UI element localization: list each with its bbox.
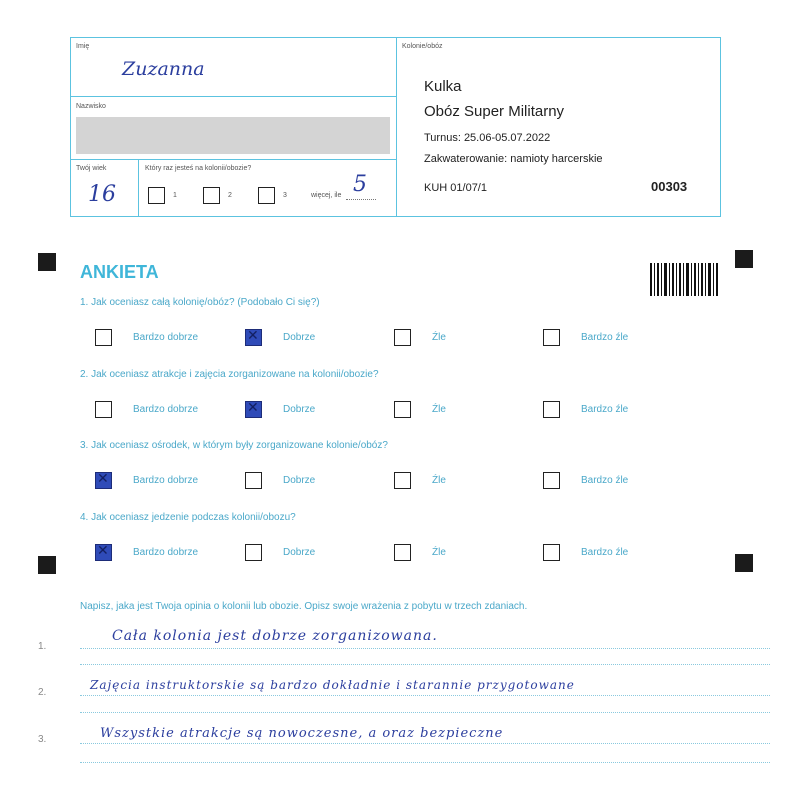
- age-divider: [138, 159, 139, 217]
- opinion-dotted-line: [80, 648, 770, 649]
- q2-option-bad-label: Źle: [432, 404, 446, 415]
- redacted-surname: [76, 117, 390, 154]
- form-number: 00303: [651, 179, 688, 194]
- times-checkbox-1[interactable]: [148, 187, 165, 204]
- q1-option-good-label: Dobrze: [283, 332, 316, 343]
- q2-option-bad-checkbox[interactable]: [394, 401, 411, 418]
- age-label: Twój wiek: [76, 165, 107, 172]
- times-checkbox-3[interactable]: [258, 187, 275, 204]
- q3-option-very-bad-checkbox[interactable]: [543, 472, 560, 489]
- q1-option-very-good-label: Bardzo dobrze: [133, 332, 199, 343]
- question-4: 4. Jak oceniasz jedzenie podczas kolonii/obozu?: [80, 512, 296, 523]
- q4-option-bad-label: Źle: [432, 547, 446, 558]
- q3-option-very-bad-label: Bardzo źle: [581, 475, 629, 486]
- q3-option-bad-label: Źle: [432, 475, 446, 486]
- opinion-dotted-line: [80, 664, 770, 665]
- registration-mark: [38, 556, 56, 574]
- q1-option-very-good-checkbox[interactable]: [95, 329, 112, 346]
- accommodation: Zakwaterowanie: namioty harcerskie: [424, 153, 603, 165]
- registration-mark: [735, 250, 753, 268]
- name-value: Zuzanna: [122, 58, 205, 80]
- q3-option-good-label: Dobrze: [283, 475, 316, 486]
- q4-option-good-label: Dobrze: [283, 547, 316, 558]
- q1-option-very-bad-checkbox[interactable]: [543, 329, 560, 346]
- q4-option-good-checkbox[interactable]: [245, 544, 262, 561]
- camp-title: Obóz Super Militarny: [424, 103, 565, 120]
- opinion-line-number: 2.: [38, 687, 47, 698]
- opinion-dotted-line: [80, 743, 770, 744]
- times-more-line: [346, 199, 376, 200]
- q3-option-very-good-label: Bardzo dobrze: [133, 475, 199, 486]
- times-checkbox-2[interactable]: [203, 187, 220, 204]
- header-row-divider: [70, 159, 396, 160]
- survey-title: ANKIETA: [80, 262, 159, 282]
- times-option-1: 1: [173, 192, 177, 199]
- q4-option-very-bad-checkbox[interactable]: [543, 544, 560, 561]
- opinion-dotted-line: [80, 762, 770, 763]
- surname-label: Nazwisko: [76, 103, 106, 110]
- registration-mark: [38, 253, 56, 271]
- turnus: Turnus: 25.06-05.07.2022: [424, 132, 551, 144]
- question-2: 2. Jak oceniasz atrakcje i zajęcia zorganizowane na kolonii/obozie?: [80, 369, 379, 380]
- q3-option-bad-checkbox[interactable]: [394, 472, 411, 489]
- question-3: 3. Jak oceniasz ośrodek, w którym były zorganizowane kolonie/obóz?: [80, 440, 388, 451]
- opinion-dotted-line: [80, 695, 770, 696]
- q1-option-very-bad-label: Bardzo źle: [581, 332, 629, 343]
- camp-code: KUH 01/07/1: [424, 182, 487, 194]
- q4-option-bad-checkbox[interactable]: [394, 544, 411, 561]
- camp-name: Kulka: [424, 78, 462, 95]
- opinion-line-number: 3.: [38, 734, 47, 745]
- q2-option-good-label: Dobrze: [283, 404, 316, 415]
- q1-option-bad-label: Źle: [432, 332, 446, 343]
- q2-option-very-good-checkbox[interactable]: [95, 401, 112, 418]
- opinion-line-2[interactable]: Zajęcia instruktorskie są bardzo dokładnie i starannie przygotowane: [90, 678, 575, 692]
- header-divider: [396, 37, 397, 217]
- times-more-value: 5: [353, 172, 367, 197]
- age-value: 16: [88, 182, 116, 207]
- opinion-line-number: 1.: [38, 641, 47, 652]
- q4-option-very-good-checkbox[interactable]: [95, 544, 112, 561]
- times-more-label: więcej, ile: [311, 192, 342, 199]
- q1-option-bad-checkbox[interactable]: [394, 329, 411, 346]
- opinion-dotted-line: [80, 712, 770, 713]
- q4-option-very-bad-label: Bardzo źle: [581, 547, 629, 558]
- q1-option-good-checkbox[interactable]: [245, 329, 262, 346]
- q3-option-good-checkbox[interactable]: [245, 472, 262, 489]
- question-1: 1. Jak oceniasz całą kolonię/obóz? (Podobało Ci się?): [80, 297, 320, 308]
- header-row-divider: [70, 96, 396, 97]
- q2-option-very-bad-checkbox[interactable]: [543, 401, 560, 418]
- q2-option-good-checkbox[interactable]: [245, 401, 262, 418]
- barcode: [650, 263, 718, 296]
- q4-option-very-good-label: Bardzo dobrze: [133, 547, 199, 558]
- opinion-prompt: Napisz, jaka jest Twoja opinia o kolonii lub obozie. Opisz swoje wrażenia z pobytu w trzech zdaniach.: [80, 601, 528, 612]
- q2-option-very-good-label: Bardzo dobrze: [133, 404, 199, 415]
- opinion-line-1[interactable]: Cała kolonia jest dobrze zorganizowana.: [112, 628, 438, 644]
- q2-option-very-bad-label: Bardzo źle: [581, 404, 629, 415]
- camp-label: Kolonie/obóz: [402, 43, 443, 50]
- opinion-line-3[interactable]: Wszystkie atrakcje są nowoczesne, a oraz bezpieczne: [100, 726, 504, 741]
- times-label: Który raz jesteś na kolonii/obozie?: [145, 165, 252, 172]
- registration-mark: [735, 554, 753, 572]
- times-option-2: 2: [228, 192, 232, 199]
- times-option-3: 3: [283, 192, 287, 199]
- q3-option-very-good-checkbox[interactable]: [95, 472, 112, 489]
- name-label: Imię: [76, 43, 90, 50]
